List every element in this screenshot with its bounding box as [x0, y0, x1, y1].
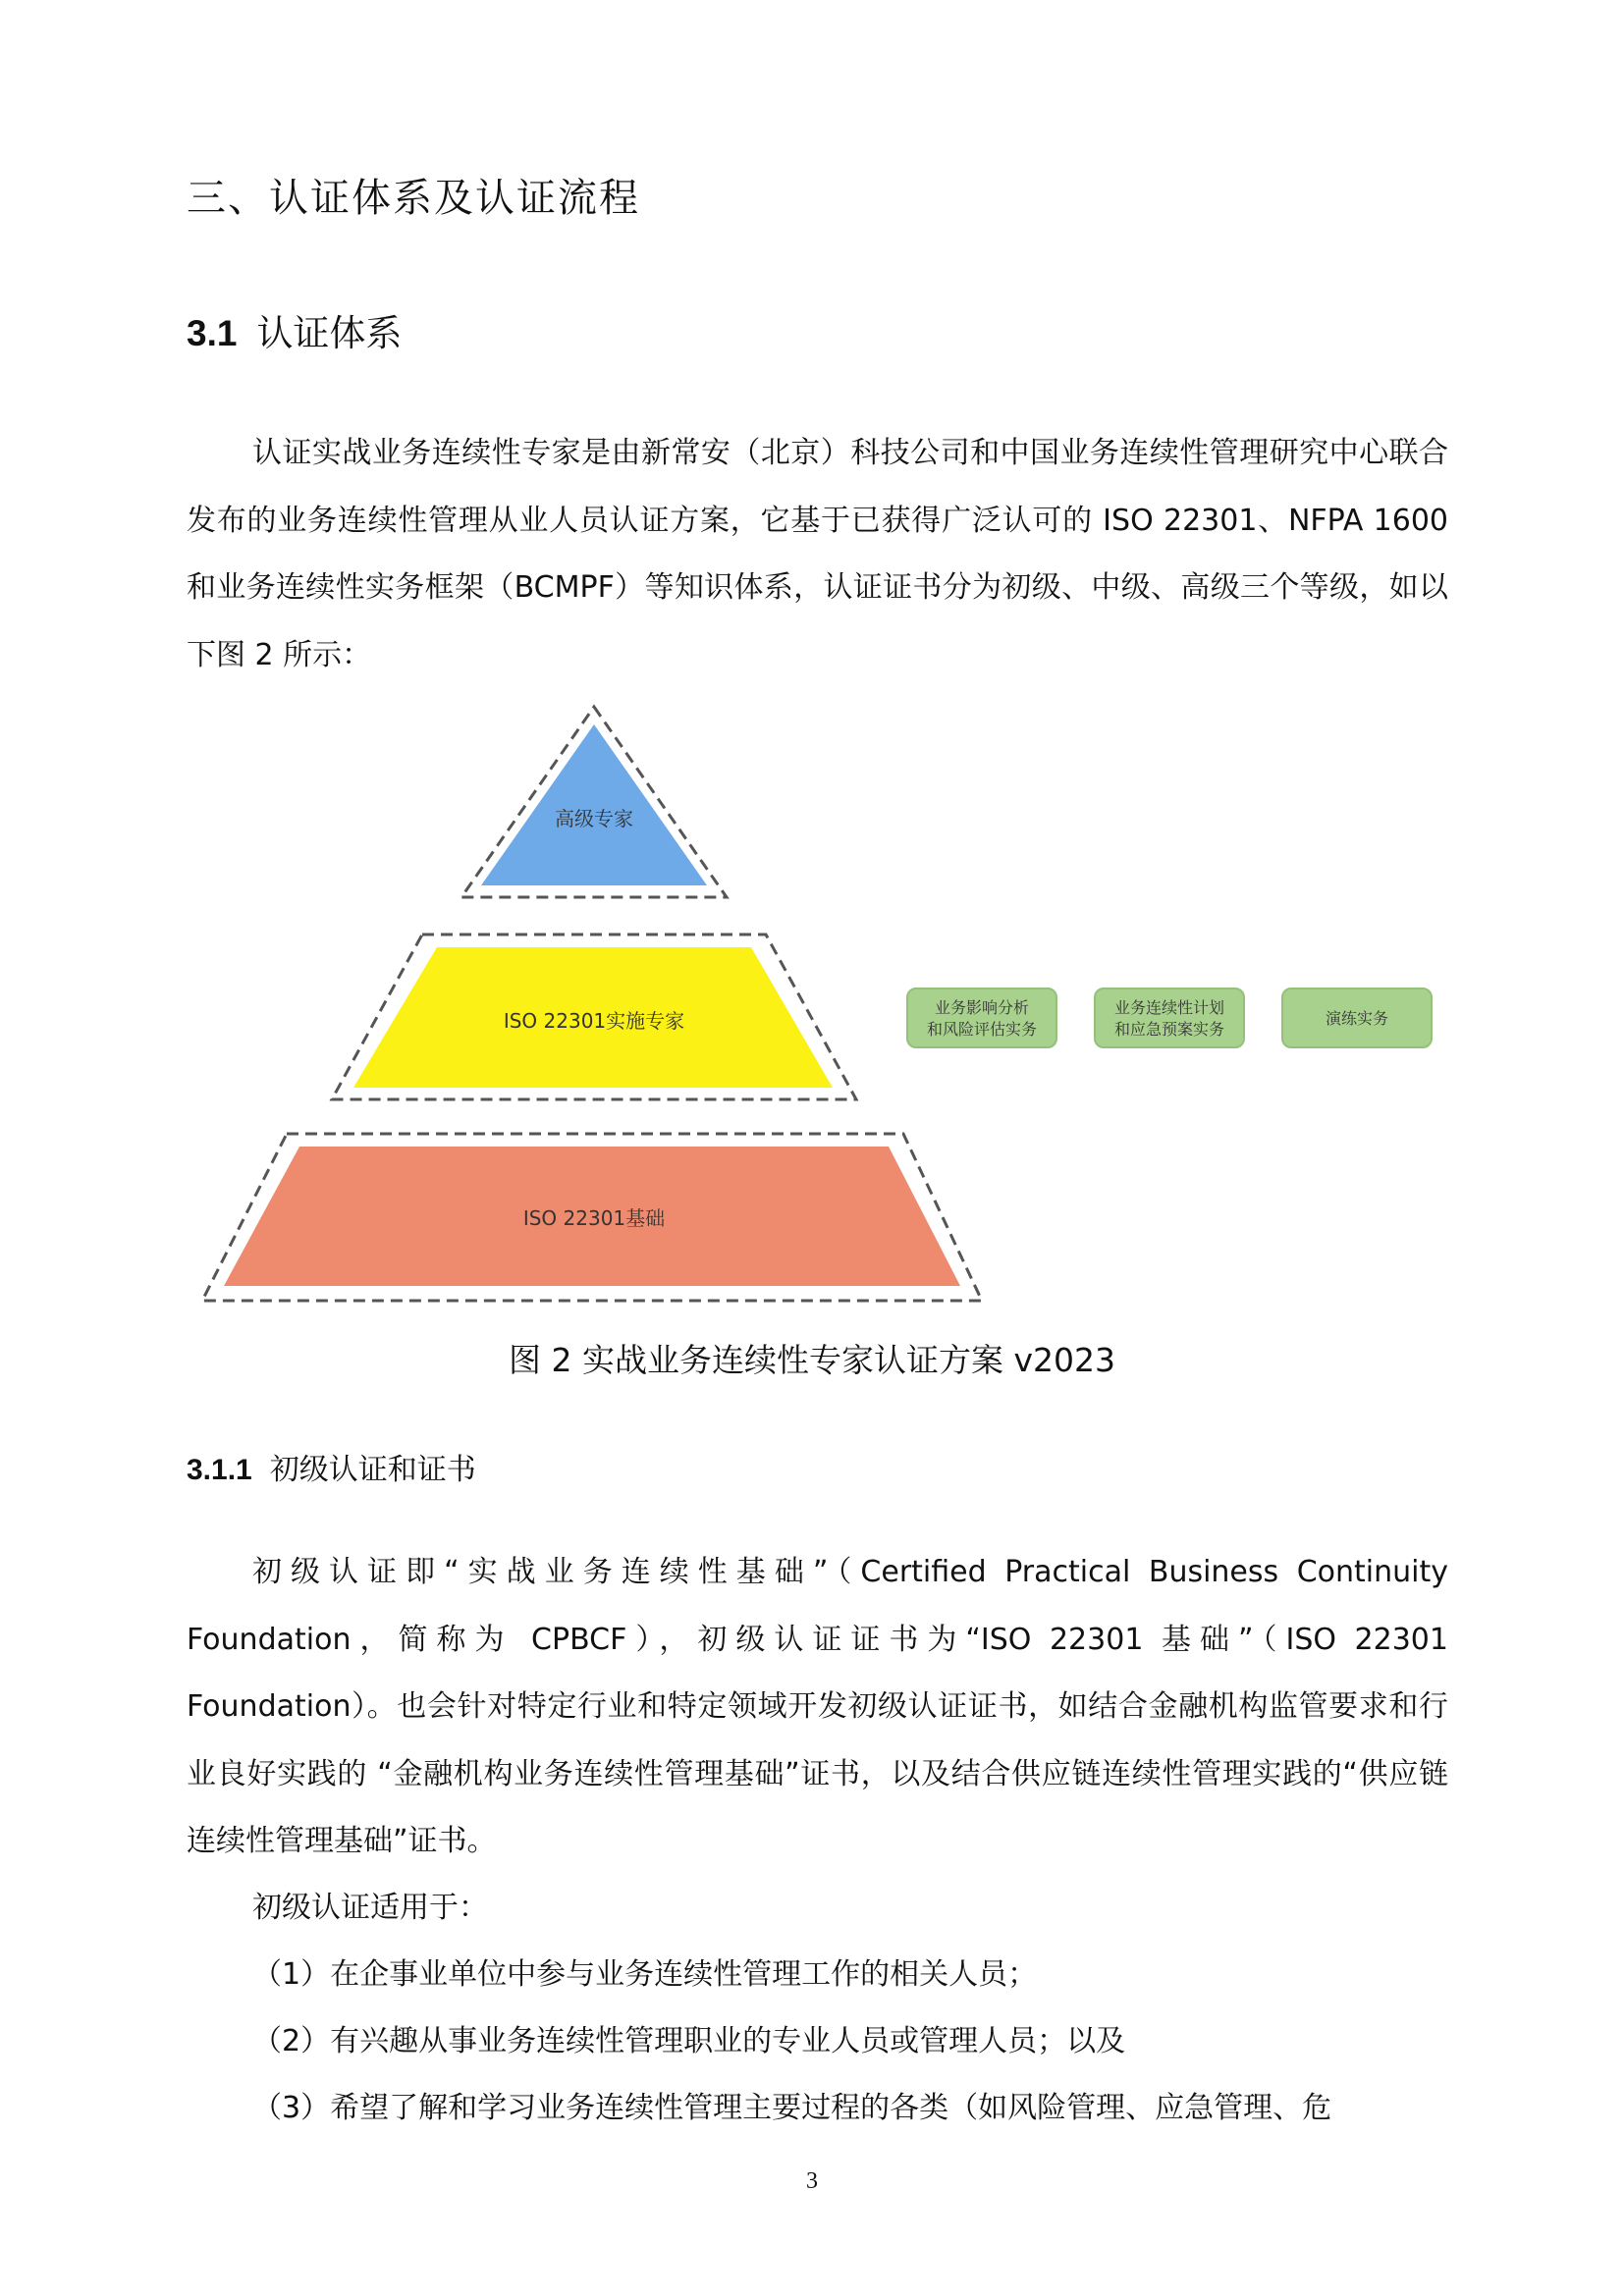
tier-advanced-label: 高级专家	[555, 807, 633, 830]
section-heading	[187, 302, 402, 365]
tier-intermediate-label: ISO 22301实施专家	[503, 1009, 685, 1033]
list-item: （2）有兴趣从事业务连续性管理职业的专业人员或管理人员；以及	[252, 2024, 1126, 2058]
pyramid-tier-intermediate	[332, 934, 856, 1099]
applies-to-line: 初级认证适用于：	[252, 1891, 488, 1925]
basic-cert-paragraph: 初级认证即“实战业务连续性基础”（Certified Practical Business Continuity Foundation，简称为 CPBCF），初级认证证书为“ISO 22301 基础”（ISO 22301 Foundation）。也会针对特定行业和特定领域开发初级认证证书，如结合金融机构监管要求和行业良好实践的 “金融机构业务连续性管理基础”证书，以及结合供应链连续性管理实践的“供应链连续性管理基础”证书。	[187, 1555, 1448, 1858]
module-bcp-line2: 和应急预案实务	[1113, 1020, 1225, 1039]
module-exercise	[1282, 988, 1432, 1047]
section-number: 3.1	[187, 313, 238, 353]
page-number: 3	[806, 2168, 818, 2194]
pyramid-tier-advanced	[461, 707, 727, 897]
list-item: （1）在企事业单位中参与业务连续性管理工作的相关人员；	[252, 1957, 1038, 1992]
module-bia-line2: 和风险评估实务	[926, 1020, 1038, 1039]
subsection-number: 3.1.1	[187, 1454, 252, 1486]
tier-foundation-label: ISO 22301基础	[522, 1206, 666, 1230]
certification-pyramid-diagram	[0, 677, 1624, 1325]
list-item: （3）希望了解和学习业务连续性管理主要过程的各类（如风险管理、应急管理、危	[252, 2091, 1332, 2125]
subsection-heading	[187, 1443, 476, 1498]
intro-paragraph: 认证实战业务连续性专家是由新常安（北京）科技公司和中国业务连续性管理研究中心联合发布的业务连续性管理从业人员认证方案，它基于已获得广泛认可的 ISO 22301、NFPA 1600 和业务连续性实务框架（BCMPF）等知识体系，认证证书分为初级、中级、高级三个等级，如以下图 2 所示：	[187, 436, 1448, 672]
pyramid-tier-foundation	[202, 1134, 982, 1301]
module-bcp-line1: 业务连续性计划	[1113, 998, 1225, 1017]
module-bia-line1: 业务影响分析	[934, 998, 1030, 1017]
figure-caption: 图 2 实战业务连续性专家认证方案 v2023	[509, 1341, 1115, 1379]
subsection-title: 初级认证和证书	[269, 1453, 476, 1487]
module-bcp-emergency-plan	[1095, 988, 1244, 1047]
section-title: 认证体系	[256, 312, 403, 354]
module-bia-risk-assessment	[907, 988, 1056, 1047]
module-exercise-label: 演练实务	[1325, 1009, 1389, 1028]
chapter-heading: 三、认证体系及认证流程	[187, 176, 640, 221]
